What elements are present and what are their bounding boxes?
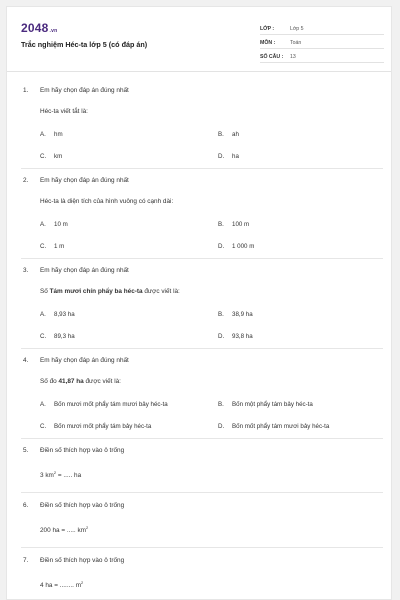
option-text: Bốn mốt phẩy tám mươi bảy héc-ta	[232, 423, 330, 430]
option-text: 38,9 ha	[232, 311, 253, 318]
option-a[interactable]	[40, 401, 168, 408]
question-text-bold: 41,87 ha	[58, 378, 84, 385]
question-text-pre: Số đo	[40, 378, 59, 385]
site-logo[interactable]	[21, 21, 57, 35]
option-text: Bốn mươi mốt phẩy tám bảy héc-ta	[54, 423, 152, 430]
option-letter: D.	[218, 423, 225, 430]
option-letter: C.	[40, 423, 47, 430]
question-prompt: Điền số thích hợp vào ô trống	[40, 447, 125, 454]
meta-row-count	[260, 49, 384, 63]
question-number: 5.	[23, 447, 29, 454]
question-text	[40, 288, 180, 295]
option-a[interactable]	[40, 311, 75, 318]
divider	[21, 492, 383, 493]
question-text: Héc-ta là diện tích của hình vuông có cạnh dài:	[40, 198, 174, 205]
option-b[interactable]	[218, 311, 253, 318]
divider	[21, 258, 383, 259]
question-prompt: Điền số thích hợp vào ô trống	[40, 557, 125, 564]
option-c[interactable]	[40, 153, 62, 160]
option-letter: A.	[40, 401, 46, 408]
fill-in-expression	[40, 580, 83, 589]
question-prompt: Em hãy chọn đáp án đúng nhất	[40, 267, 129, 274]
option-d[interactable]	[218, 153, 239, 160]
option-a[interactable]	[40, 131, 63, 138]
question-number: 6.	[23, 502, 29, 509]
question-text-post: được viết là:	[142, 288, 180, 295]
fill-in-expression	[40, 470, 81, 479]
option-text: km	[54, 153, 63, 160]
option-letter: B.	[218, 311, 224, 318]
option-text: 1 m	[54, 243, 65, 250]
meta-value: 13	[290, 54, 296, 60]
option-text: 100 m	[232, 221, 250, 228]
meta-row-subject	[260, 35, 384, 49]
option-c[interactable]	[40, 333, 75, 340]
expression-superscript: 2	[81, 580, 84, 585]
option-letter: C.	[40, 333, 47, 340]
expression-pre: 4 ha = ........ m	[40, 582, 82, 590]
expression-pre: 3 km	[40, 472, 54, 480]
option-text: ha	[232, 153, 239, 160]
option-letter: D.	[218, 243, 225, 250]
question-text-post: được viết là:	[83, 378, 121, 385]
option-letter: A.	[40, 131, 46, 138]
question-prompt: Em hãy chọn đáp án đúng nhất	[40, 87, 129, 94]
option-b[interactable]	[218, 131, 239, 138]
meta-key: SỐ CÂU :	[260, 54, 284, 60]
logo-tld: .vn	[49, 28, 58, 34]
option-a[interactable]	[40, 221, 68, 228]
option-text: 89,3 ha	[54, 333, 75, 340]
question-number: 3.	[23, 267, 29, 274]
question-number: 1.	[23, 87, 29, 94]
page-title: Trắc nghiệm Héc-ta lớp 5 (có đáp án)	[21, 40, 148, 49]
fill-in-expression	[40, 525, 88, 534]
option-d[interactable]	[218, 423, 329, 430]
expression-superscript: 2	[53, 470, 57, 475]
meta-value: Lớp 5	[290, 26, 304, 32]
quiz-meta	[260, 21, 384, 63]
question-text: Héc-ta viết tắt là:	[40, 108, 88, 115]
question-prompt: Điền số thích hợp vào ô trống	[40, 502, 125, 509]
option-c[interactable]	[40, 243, 64, 250]
option-b[interactable]	[218, 221, 249, 228]
option-text: Bốn mươi mốt phẩy tám mươi bảy héc-ta	[54, 401, 168, 408]
meta-value: Toán	[290, 40, 302, 46]
option-text: 1 000 m	[232, 243, 255, 250]
option-d[interactable]	[218, 243, 254, 250]
option-text: 10 m	[54, 221, 68, 228]
divider	[21, 547, 383, 548]
divider	[21, 348, 383, 349]
option-letter: A.	[40, 311, 46, 318]
question-number: 7.	[23, 557, 29, 564]
question-text	[40, 378, 121, 385]
meta-key: LỚP :	[260, 26, 275, 32]
expression-post: = ..... ha	[56, 472, 82, 480]
option-text: 8,93 ha	[54, 311, 75, 318]
option-letter: D.	[218, 153, 225, 160]
option-letter: A.	[40, 221, 46, 228]
expression-superscript: 2	[86, 525, 89, 530]
question-text-bold: Tám mươi chín phẩy ba héc-ta	[49, 288, 143, 295]
question-number: 4.	[23, 357, 29, 364]
option-letter: C.	[40, 243, 47, 250]
option-letter: B.	[218, 131, 224, 138]
question-prompt: Em hãy chọn đáp án đúng nhất	[40, 357, 129, 364]
question-number: 2.	[23, 177, 29, 184]
divider	[21, 438, 383, 439]
header	[7, 7, 391, 72]
option-text: Bốn một phẩy tám bảy héc-ta	[232, 401, 313, 408]
option-b[interactable]	[218, 401, 313, 408]
quiz-sheet	[6, 6, 392, 600]
divider	[21, 168, 383, 169]
option-text: 93,8 ha	[232, 333, 253, 340]
meta-key: MÔN :	[260, 40, 276, 46]
meta-row-class	[260, 21, 384, 35]
logo-main: 2048	[21, 21, 49, 35]
option-d[interactable]	[218, 333, 253, 340]
expression-pre: 200 ha = ..... km	[40, 527, 87, 535]
option-letter: D.	[218, 333, 225, 340]
option-c[interactable]	[40, 423, 151, 430]
question-prompt: Em hãy chọn đáp án đúng nhất	[40, 177, 129, 184]
option-text: ah	[232, 131, 239, 138]
option-letter: B.	[218, 401, 224, 408]
option-text: hm	[54, 131, 63, 138]
question-text-pre: Số	[40, 288, 50, 295]
option-letter: B.	[218, 221, 224, 228]
option-letter: C.	[40, 153, 47, 160]
